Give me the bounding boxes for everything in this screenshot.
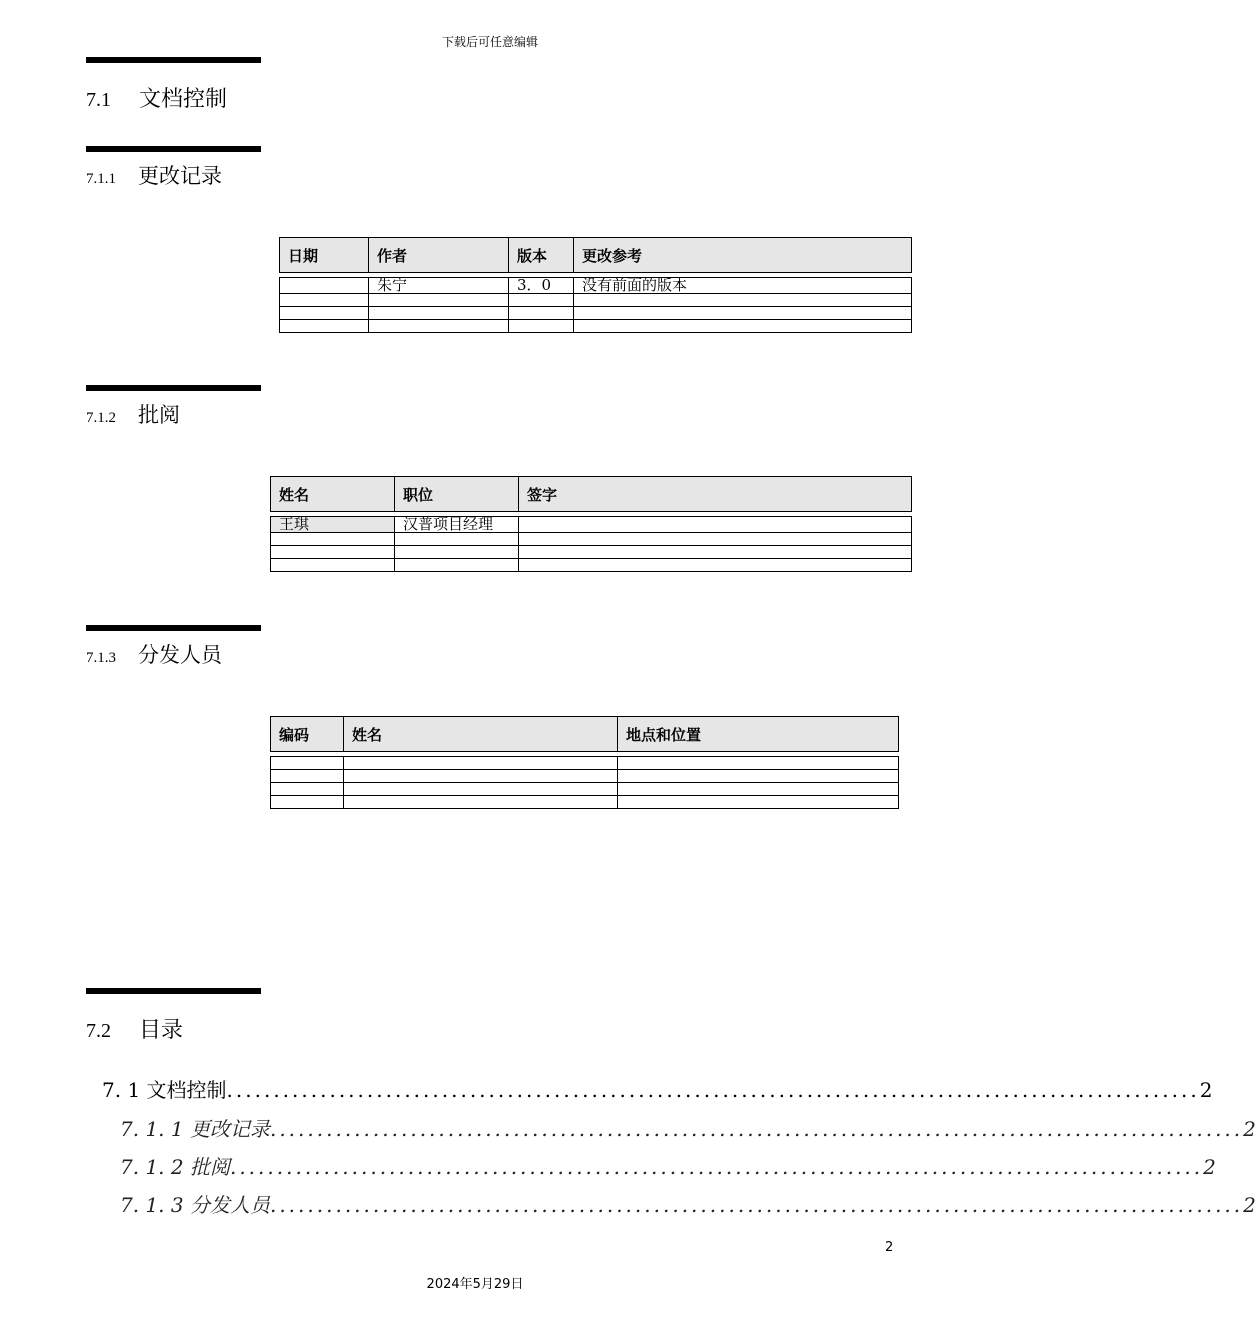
table-cell[interactable]: [519, 517, 912, 533]
table-row: [280, 294, 912, 307]
table-cell[interactable]: [395, 546, 519, 559]
table-cell[interactable]: [509, 294, 574, 307]
table-cell[interactable]: [344, 757, 618, 770]
section-rule: [86, 146, 261, 152]
table-row: [280, 278, 912, 294]
table-cell[interactable]: [395, 533, 519, 546]
section-heading-7-2: [86, 1013, 183, 1044]
toc-page: 2: [1199, 1078, 1213, 1102]
toc-entry[interactable]: [120, 1113, 1256, 1142]
section-title: 文档控制: [139, 87, 228, 112]
section-rule: [86, 988, 261, 994]
table-cell[interactable]: [618, 783, 899, 796]
toc-label: 7. 1. 2 批阅: [120, 1155, 230, 1179]
table-cell[interactable]: [271, 757, 344, 770]
table-cell[interactable]: 汉普项目经理: [395, 517, 519, 533]
footer-date: 2024年5月29日: [426, 1277, 524, 1292]
table-cell[interactable]: [509, 307, 574, 320]
toc-leader: ........................................................................................................: [269, 1193, 1244, 1217]
section-number: 7.1.2: [86, 410, 116, 426]
table-row: [271, 757, 899, 770]
table-cell[interactable]: [618, 757, 899, 770]
toc-label: 7. 1. 1 更改记录: [120, 1117, 270, 1141]
table-cell[interactable]: 朱宁: [369, 278, 509, 294]
table-row: [271, 559, 912, 572]
toc-page: 2: [1243, 1193, 1256, 1217]
column-header: 作者: [369, 238, 509, 273]
table-cell[interactable]: [618, 796, 899, 809]
table-cell[interactable]: [395, 559, 519, 572]
table-cell[interactable]: [574, 294, 912, 307]
table-row: [280, 307, 912, 320]
column-header: 编码: [271, 717, 344, 752]
column-header: 姓名: [271, 477, 395, 512]
section-heading-7-1-3: [86, 639, 222, 669]
section-rule: [86, 625, 261, 631]
table-cell[interactable]: [369, 320, 509, 333]
table-cell[interactable]: [271, 559, 395, 572]
table-cell[interactable]: [271, 770, 344, 783]
section-number: 7.2: [86, 1020, 111, 1042]
section-title: 批阅: [138, 403, 180, 427]
toc-entry[interactable]: [102, 1074, 1213, 1103]
column-header: 版本: [509, 238, 574, 273]
column-header: 更改参考: [574, 238, 912, 273]
toc-page: 2: [1203, 1155, 1216, 1179]
change-record-table: [279, 237, 912, 333]
review-table: [270, 476, 912, 572]
table-row: [271, 770, 899, 783]
toc-label: 7. 1. 3 分发人员: [120, 1193, 270, 1217]
table-cell[interactable]: [618, 770, 899, 783]
table-cell[interactable]: [280, 307, 369, 320]
table-cell[interactable]: 3．0: [509, 278, 574, 294]
toc-leader: ........................................................................................................: [269, 1117, 1244, 1141]
section-title: 分发人员: [138, 643, 222, 667]
table-row: [271, 783, 899, 796]
table-row: [271, 517, 912, 533]
column-header: 日期: [280, 238, 369, 273]
column-header: 地点和位置: [618, 717, 899, 752]
table-row: [280, 320, 912, 333]
table-row: [271, 546, 912, 559]
table-cell[interactable]: [280, 278, 369, 294]
table-cell[interactable]: 王琪: [271, 517, 395, 533]
table-cell[interactable]: [509, 320, 574, 333]
table-cell[interactable]: [574, 307, 912, 320]
distribution-table: [270, 716, 899, 809]
toc-page: 2: [1243, 1117, 1256, 1141]
column-header: 职位: [395, 477, 519, 512]
toc-entry[interactable]: [120, 1151, 1216, 1180]
section-rule: [86, 385, 261, 391]
table-cell[interactable]: [280, 294, 369, 307]
toc-entry[interactable]: [120, 1189, 1256, 1218]
table-cell[interactable]: [369, 294, 509, 307]
table-cell[interactable]: 没有前面的版本: [574, 278, 912, 294]
table-cell[interactable]: [280, 320, 369, 333]
table-cell[interactable]: [271, 546, 395, 559]
section-number: 7.1.1: [86, 171, 116, 187]
toc-label: 7. 1 文档控制: [102, 1078, 227, 1102]
header-note: 下载后可任意编辑: [441, 35, 538, 49]
toc-leader: ........................................................................................................: [229, 1155, 1204, 1179]
table-cell[interactable]: [344, 796, 618, 809]
section-heading-7-1: [86, 82, 227, 113]
table-row: [271, 796, 899, 809]
section-heading-7-1-1: [86, 160, 222, 190]
section-heading-7-1-2: [86, 399, 180, 429]
table-cell[interactable]: [344, 770, 618, 783]
table-cell[interactable]: [271, 783, 344, 796]
column-header: 签字: [519, 477, 912, 512]
section-title: 目录: [139, 1018, 184, 1043]
table-cell[interactable]: [369, 307, 509, 320]
page-number: 2: [885, 1240, 894, 1255]
table-cell[interactable]: [519, 546, 912, 559]
table-row: [271, 533, 912, 546]
table-cell[interactable]: [344, 783, 618, 796]
table-cell[interactable]: [519, 533, 912, 546]
section-number: 7.1: [86, 89, 111, 111]
table-cell[interactable]: [519, 559, 912, 572]
section-rule: [86, 57, 261, 63]
table-cell[interactable]: [574, 320, 912, 333]
table-cell[interactable]: [271, 796, 344, 809]
table-cell[interactable]: [271, 533, 395, 546]
section-title: 更改记录: [138, 164, 222, 188]
section-number: 7.1.3: [86, 650, 116, 666]
column-header: 姓名: [344, 717, 618, 752]
toc-leader: ........................................................................................................: [226, 1078, 1200, 1102]
